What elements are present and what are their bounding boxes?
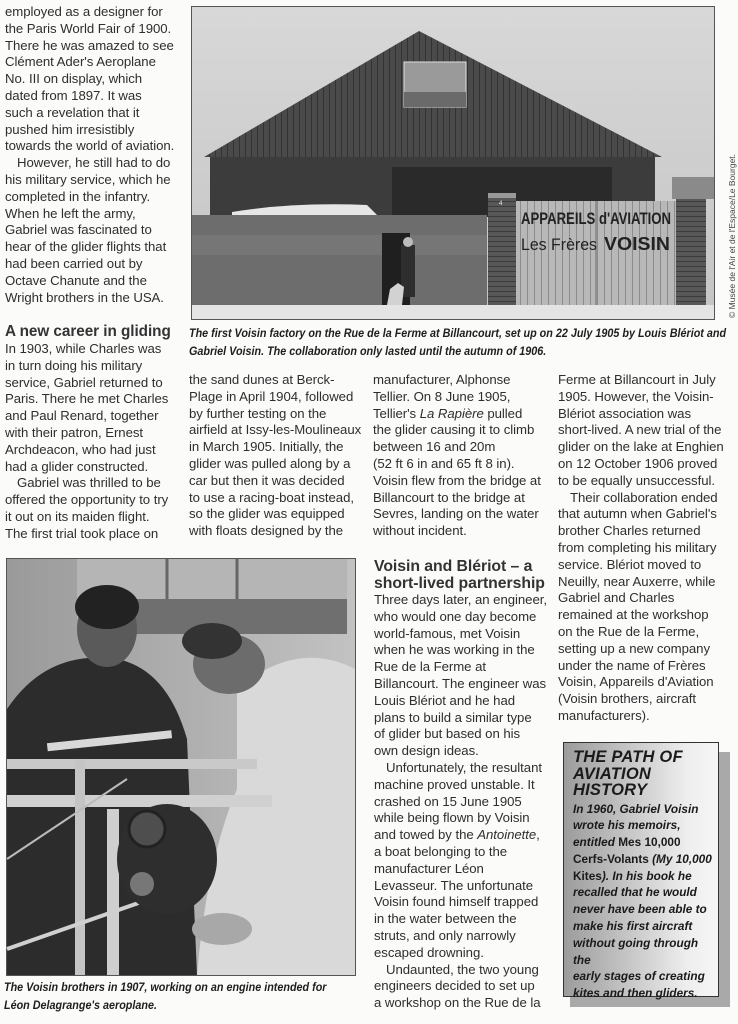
text-fragment: ). In his book he	[601, 868, 692, 883]
column-1-bottom	[5, 323, 187, 543]
column-3	[373, 372, 555, 540]
text-line: on 12 October 1906 proved	[558, 455, 718, 471]
text-line: Plage in April 1904, followed	[189, 388, 354, 404]
paragraph-maiden-flight	[5, 475, 187, 542]
gate-number: 4	[499, 201, 503, 207]
wall-beam	[127, 599, 347, 634]
text-line: hear of the glider flights that	[5, 239, 167, 255]
text-line: (Voisin brothers, aircraft	[558, 691, 696, 707]
text-line: a boat belonging to the	[374, 843, 508, 859]
book-title: Kites	[573, 868, 602, 883]
text-line: manufacturer Léon	[374, 860, 484, 876]
text-fragment: entitled	[573, 835, 619, 850]
text-line	[374, 827, 556, 844]
column-3-lower	[374, 558, 556, 1012]
paragraph-world-fair	[5, 4, 187, 155]
factory-illustration	[192, 7, 714, 319]
sidebar-line	[573, 851, 712, 868]
text-line: Gabriel and Charles	[558, 590, 675, 606]
sidebar-title-line: AVIATION	[573, 764, 651, 783]
text-line: brother Charles returned	[558, 523, 701, 539]
text-line: his military service, which he	[5, 171, 171, 187]
text-line: However, he still had to do	[17, 155, 171, 171]
column-4	[558, 372, 738, 725]
sidebar-line: early stages of creating	[573, 969, 705, 984]
frame-post	[75, 759, 85, 975]
text-line: Louis Blériot and he had	[374, 692, 516, 708]
text-line: When he left the army,	[5, 205, 136, 221]
text-line: car but then it was decided	[189, 472, 345, 488]
sidebar-line: never have been able to	[573, 902, 707, 917]
text-line: airfield at Issy-les-Moulineaux	[189, 422, 362, 438]
sidebar-line: recalled that he would	[573, 885, 697, 900]
text-line: in turn doing his military	[5, 357, 143, 373]
factory-photo-caption	[189, 325, 738, 361]
text-line: to be equally unsuccessful.	[558, 472, 715, 488]
text-line: Wright brothers in the USA.	[5, 289, 164, 305]
heading-line: Voisin and Blériot – a	[374, 558, 533, 575]
brick-pillar-right	[676, 195, 706, 307]
caption-line: Léon Delagrange's aeroplane.	[4, 999, 157, 1012]
text-line: Gabriel was fascinated to	[5, 222, 152, 238]
text-line: between 16 and 20m	[373, 439, 496, 455]
text-line: glider was pulled along by a	[189, 455, 351, 471]
brick-pillar-left	[488, 195, 516, 307]
text-line: with floats designed by the	[189, 523, 344, 539]
right-man-hair	[182, 623, 242, 659]
front-wall	[192, 215, 487, 307]
engine-wheel	[129, 811, 165, 847]
text-line: crashed on 15 June 1905	[374, 793, 522, 809]
brothers-photo-caption	[4, 979, 376, 1015]
sign-les-freres: Les Frères	[521, 235, 597, 254]
text-line: without incident.	[373, 523, 467, 539]
text-fragment: pulled	[483, 405, 523, 421]
factory-photo	[191, 6, 715, 320]
paragraph-tellier	[373, 372, 555, 540]
text-line: machine proved unstable. It	[374, 776, 535, 792]
text-line: Billancourt to the bridge at	[373, 489, 525, 505]
text-line: the sand dunes at Berck-	[189, 372, 335, 387]
hands	[192, 913, 252, 945]
paragraph-undaunted	[374, 962, 556, 1012]
text-line: pushed him irresistibly	[5, 121, 135, 137]
text-line: to use a racing-boat instead,	[189, 489, 354, 505]
engine-part	[130, 872, 154, 896]
wall-band	[192, 235, 487, 255]
text-line: such a revelation that it	[5, 104, 140, 120]
text-line: service, Gabriel returned to	[5, 374, 163, 390]
text-line: had been carried out by	[5, 255, 143, 271]
text-line: employed as a designer for	[5, 4, 163, 19]
text-line: Unfortunately, the resultant	[386, 759, 542, 775]
sidebar-line: wrote his memoirs,	[573, 818, 681, 833]
text-fragment: (My 10,000	[648, 851, 712, 866]
text-line: the Paris World Fair of 1900.	[5, 20, 172, 36]
paragraph-military-service	[5, 155, 187, 306]
text-line: Billancourt. The engineer was	[374, 675, 547, 691]
left-man-hair	[75, 585, 139, 629]
sidebar-title-line: HISTORY	[573, 781, 648, 799]
text-line: while being flown by Voisin	[374, 810, 530, 826]
text-line: Voisin flew from the bridge at	[373, 472, 541, 488]
text-line: it out on its maiden flight.	[5, 508, 150, 524]
text-line: manufacturers).	[558, 707, 650, 723]
sidebar-line: kites and then gliders.	[573, 986, 698, 1001]
caption-line: The Voisin brothers in 1907, working on an engine intended for	[4, 981, 327, 994]
text-line: own design ideas.	[374, 743, 479, 759]
text-line: Sevres, landing on the water	[373, 506, 539, 522]
sidebar-line: make his first aircraft	[573, 919, 693, 934]
text-line: Octave Chanute and the	[5, 272, 147, 288]
section-heading-voisin-bleriot	[374, 558, 556, 592]
caption-line: Gabriel Voisin. The collaboration only lasted until the autumn of 1906.	[189, 345, 547, 358]
text-fragment: Tellier's	[373, 405, 420, 421]
text-line: Voisin, Appareils d'Aviation	[558, 674, 714, 690]
text-line: Rue de la Ferme at	[374, 659, 486, 675]
paragraph-ferme-1905	[558, 372, 738, 490]
text-line: Archdeacon, who had just	[5, 441, 156, 457]
text-line: completed in the infantry.	[5, 188, 151, 204]
text-line: Gabriel was thrilled to be	[17, 475, 161, 491]
sidebar-line	[573, 868, 712, 885]
text-line: so the glider was equipped	[189, 506, 345, 522]
sidebar-body	[573, 801, 712, 1003]
paragraph-berck-plage	[189, 372, 371, 540]
text-line: The first trial took place on	[5, 525, 159, 541]
text-line: engineers decided to set up	[374, 978, 535, 994]
text-line	[373, 406, 555, 423]
text-line: (52 ft 6 in and 65 ft 8 in).	[373, 455, 515, 471]
text-line: Three days later, an engineer,	[374, 592, 547, 607]
text-line: in March 1905. Initially, the	[189, 439, 344, 455]
frame-post	[107, 809, 119, 975]
sign-appareils: APPAREILS d'AVIATION	[521, 209, 671, 228]
text-line: Paris. There he met Charles	[5, 391, 169, 407]
text-line: had a glider constructed.	[5, 458, 149, 474]
sidebar-title	[573, 749, 712, 799]
column-2	[189, 372, 371, 540]
paragraph-unstable	[374, 760, 556, 962]
text-fragment: and towed by the	[374, 827, 478, 843]
frame-bar-middle	[7, 795, 272, 807]
text-line: on the Rue de la Ferme,	[558, 623, 700, 639]
street	[192, 305, 714, 319]
text-line: Levasseur. The unfortunate	[374, 877, 534, 893]
text-line: a workshop on the Rue de la	[374, 995, 541, 1011]
text-line: glider on the lake at Enghien	[558, 439, 724, 455]
text-line: There he was amazed to see	[5, 37, 174, 53]
text-line: escaped drowning.	[374, 944, 484, 960]
text-line: dated from 1897. It was	[5, 87, 142, 103]
brothers-illustration	[7, 559, 355, 975]
text-line: from completing his military	[558, 539, 717, 555]
text-line: offered the opportunity to try	[5, 492, 169, 508]
text-line: under the name of Frères	[558, 657, 706, 673]
text-line: world-famous, met Voisin	[374, 625, 521, 641]
text-line: Neuilly, near Auxerre, while	[558, 573, 716, 589]
text-line: when he was working in the	[374, 642, 535, 658]
column-1-top	[5, 4, 187, 306]
text-line: Tellier. On 8 June 1905,	[373, 388, 511, 404]
text-line: manufacturer, Alphonse	[373, 372, 511, 387]
sidebar-title-line: THE PATH OF	[573, 748, 683, 766]
book-title: Mes 10,000	[618, 835, 681, 850]
text-line: remained at the workshop	[558, 607, 709, 623]
text-line: Clément Ader's Aeroplane	[5, 54, 156, 70]
sidebar-line: without going through the	[573, 935, 699, 967]
section-heading-new-career: A new career in gliding	[5, 323, 171, 340]
voisin-brothers-photo	[6, 558, 356, 976]
text-line: Their collaboration ended	[570, 489, 718, 505]
book-title: Cerfs-Volants	[573, 851, 649, 866]
text-line: in the water between the	[374, 911, 517, 927]
text-line: with their patron, Ernest	[5, 424, 144, 440]
sidebar-path-of-aviation	[563, 742, 719, 1001]
text-line: and Paul Renard, together	[5, 408, 159, 424]
boat-name-la-rapiere: La Rapière	[419, 405, 484, 421]
text-line: Undaunted, the two young	[386, 961, 539, 977]
frame-bar-top	[7, 759, 257, 769]
gable-picture-ground	[404, 92, 466, 107]
text-line: short-lived. A new trial of the	[558, 422, 722, 438]
paragraph-collaboration-ended	[558, 490, 738, 725]
text-line: In 1903, while Charles was	[5, 341, 162, 356]
photo-credit: © Musée de l'Air et de l'Espace/Le Bourget.	[727, 153, 737, 318]
text-line: Voisin found himself trapped	[374, 894, 539, 910]
text-line: 1905. However, the Voisin-	[558, 388, 714, 404]
text-line: No. III on display, which	[5, 71, 143, 87]
text-line: who would one day become	[374, 608, 537, 624]
man-hat	[403, 237, 413, 247]
sign-voisin: VOISIN	[604, 234, 670, 254]
paragraph-1903	[5, 341, 187, 475]
text-fragment: ,	[536, 827, 540, 843]
text-line: setting up a new company	[558, 640, 711, 656]
text-line: Blériot association was	[558, 405, 691, 421]
text-line: service. Blériot moved to	[558, 556, 702, 572]
text-line: towards the world of aviation.	[5, 138, 175, 154]
pillar-cap	[488, 193, 516, 198]
sidebar-line	[573, 834, 712, 851]
sidebar-line: In 1960, Gabriel Voisin	[573, 801, 699, 816]
text-line: that autumn when Gabriel's	[558, 506, 717, 522]
boat-name-antoinette: Antoinette	[477, 827, 537, 843]
text-line: by further testing on the	[189, 405, 327, 421]
caption-line: The first Voisin factory on the Rue de la Ferme at Billancourt, set up on 22 July 1905 by Louis Blériot and	[189, 327, 727, 340]
text-line: Ferme at Billancourt in July	[558, 372, 716, 387]
text-line: plans to build a similar type	[374, 709, 532, 725]
paragraph-three-days-later	[374, 592, 556, 760]
text-line: the glider causing it to climb	[373, 422, 535, 438]
heading-line: short-lived partnership	[374, 575, 545, 592]
text-line: of glider but based on his	[374, 726, 521, 742]
background-building	[672, 177, 714, 199]
text-line: struts, and only narrowly	[374, 927, 516, 943]
